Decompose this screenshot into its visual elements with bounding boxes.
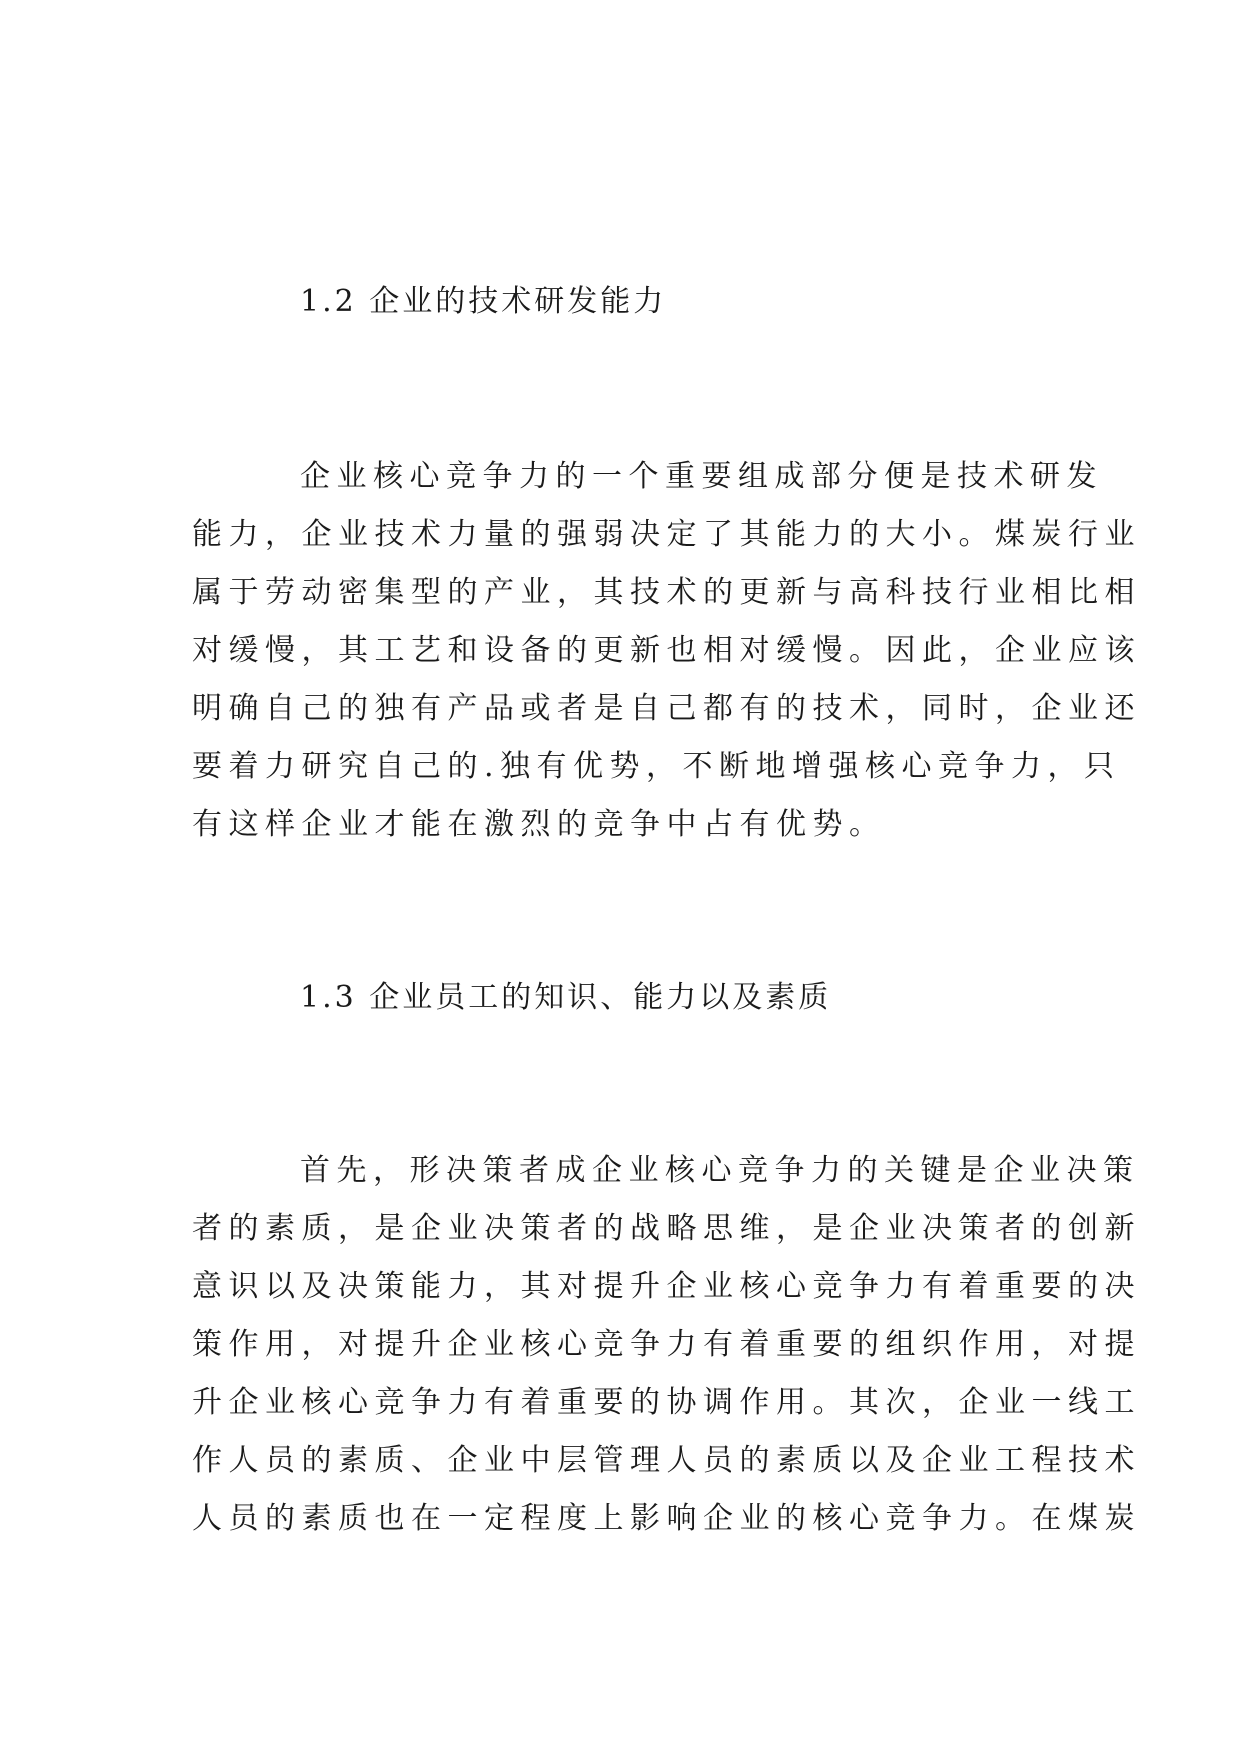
paragraph-line: 明确自己的独有产品或者是自己都有的技术，同时，企业还: [192, 691, 1141, 726]
paragraph-staff-quality: [192, 1142, 1141, 1548]
paragraph-line: 对缓慢，其工艺和设备的更新也相对缓慢。因此，企业应该: [192, 633, 1141, 668]
paragraph-line: 属于劳动密集型的产业，其技术的更新与高科技行业相比相: [192, 575, 1141, 610]
paragraph-line: 者的素质，是企业决策者的战略思维，是企业决策者的创新: [192, 1211, 1141, 1246]
section-heading-1-3: 1.3 企业员工的知识、能力以及素质: [300, 980, 832, 1015]
paragraph-line: 有这样企业才能在激烈的竞争中占有优势。: [192, 807, 886, 842]
paragraph-line: 升企业核心竞争力有着重要的协调作用。其次，企业一线工: [192, 1385, 1141, 1420]
paragraph-line: 要着力研究自己的.独有优势，不断地增强核心竞争力，只: [192, 749, 1121, 784]
paragraph-tech-rd: [192, 448, 1141, 854]
section-heading-1-2: 1.2 企业的技术研发能力: [300, 284, 667, 319]
paragraph-line: 首先，形决策者成企业核心竞争力的关键是企业决策: [300, 1153, 1140, 1188]
paragraph-line: 作人员的素质、企业中层管理人员的素质以及企业工程技术: [192, 1443, 1141, 1478]
paragraph-line: 意识以及决策能力，其对提升企业核心竞争力有着重要的决: [192, 1269, 1141, 1304]
paragraph-line: 能力，企业技术力量的强弱决定了其能力的大小。煤炭行业: [192, 517, 1141, 552]
paragraph-line: 企业核心竞争力的一个重要组成部分便是技术研发: [300, 459, 1103, 494]
paragraph-line: 策作用，对提升企业核心竞争力有着重要的组织作用，对提: [192, 1327, 1141, 1362]
paragraph-line: 人员的素质也在一定程度上影响企业的核心竞争力。在煤炭: [192, 1501, 1141, 1536]
